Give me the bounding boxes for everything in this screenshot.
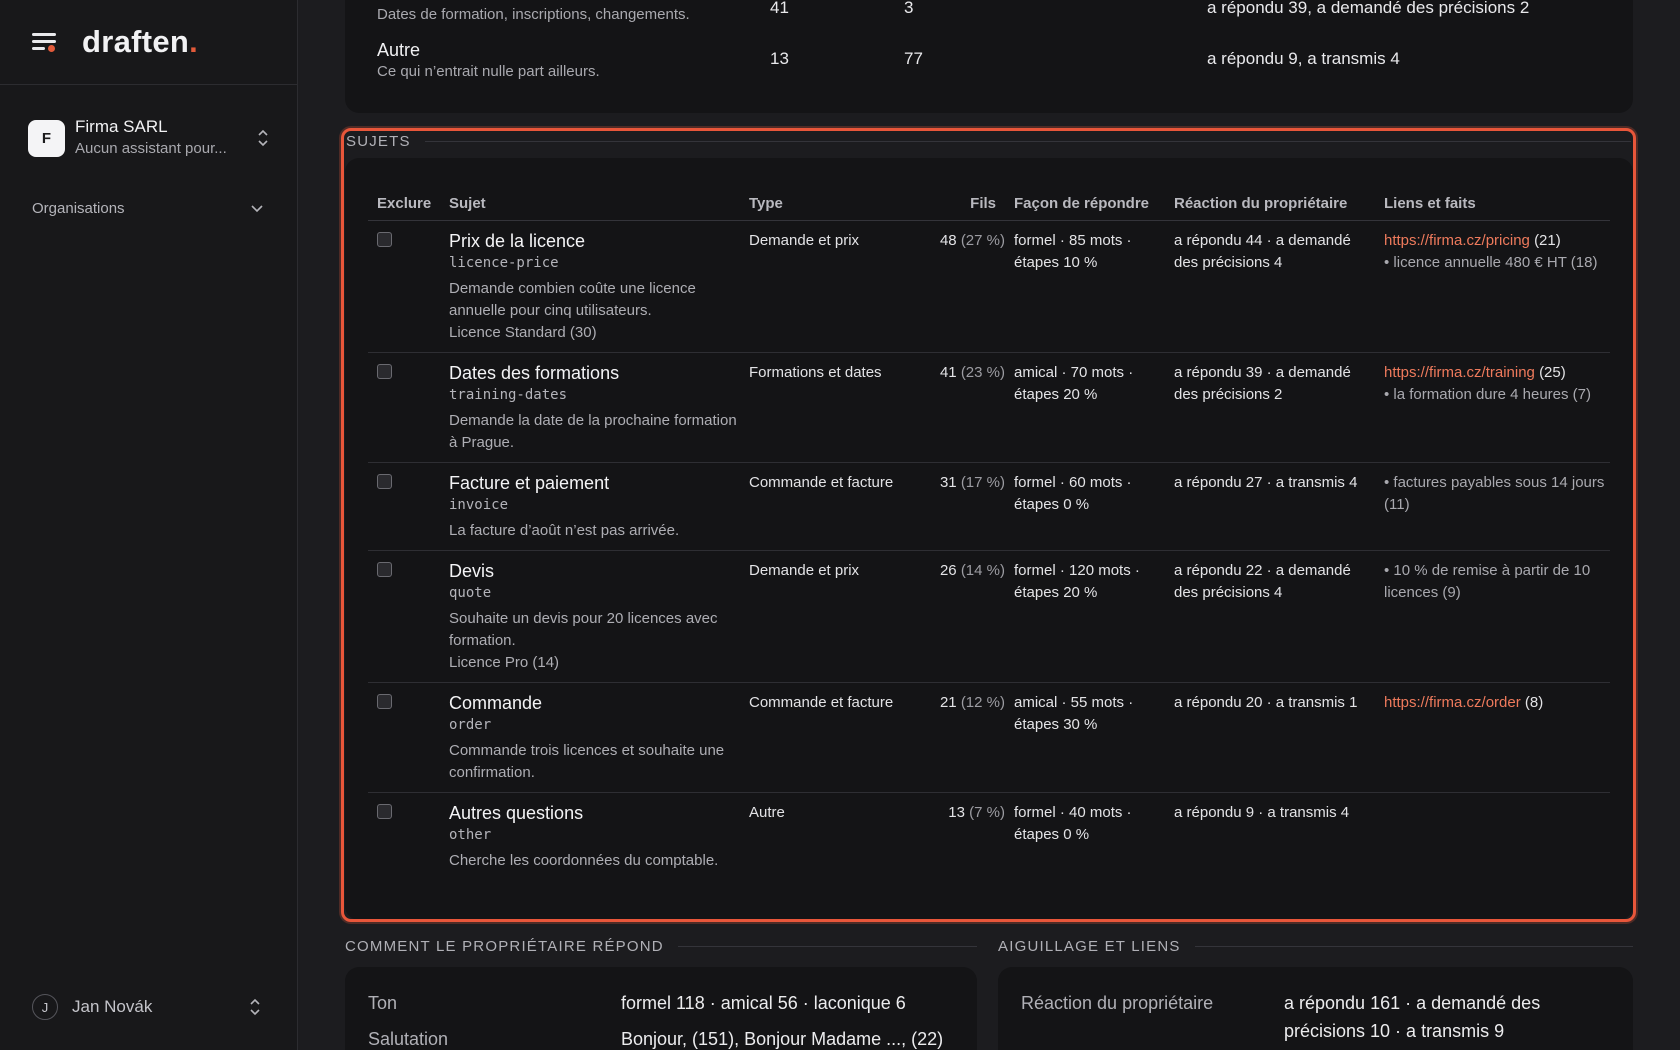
topic-reaction: a répondu 44 · a demandé des précisions 4 [1165,220,1375,352]
topic-style: formel · 40 mots · étapes 0 % [1014,803,1132,843]
topic-description: Souhaite un devis pour 20 licences avec formation. Licence Pro (14) [449,609,718,671]
sidebar-item-label: Organisations [32,200,125,217]
tone-value: formel 118 · amical 56 · laconique 6 [621,993,906,1013]
topic-link[interactable]: https://firma.cz/training [1384,363,1535,381]
topic-name: Commande [449,692,543,713]
row-title: Autre [377,40,421,60]
section-title-topics: SUJETS [346,133,1631,150]
exclude-checkbox[interactable] [377,232,392,247]
topic-link[interactable]: https://firma.cz/order [1384,693,1521,711]
topic-links [1375,682,1610,792]
chevron-up-down-icon [246,995,264,1019]
topic-links [1375,550,1610,682]
category-summary-panel [345,0,1633,113]
exclude-checkbox[interactable] [377,804,392,819]
topic-key: quote [449,584,492,601]
column-header-reaction: Réaction du propriétaire [1165,188,1375,220]
topic-style: formel · 85 mots · étapes 10 % [1005,220,1165,352]
column-header-exclude: Exclure [368,188,440,220]
topic-description: La facture d’août n’est pas arrivée. [449,521,680,539]
topic-name: Autres questions [449,802,584,823]
topic-description: Demande la date de la prochaine formation à Prague. [449,411,737,451]
topic-links [1375,220,1610,352]
section-title-routing: AIGUILLAGE ET LIENS [998,938,1633,955]
topic-description: Cherche les coordonnées du comptable. [449,851,719,869]
main-content [298,0,1680,1050]
topic-type: Formations et dates [740,352,910,462]
row-percent: 3 [904,0,914,17]
topic-percent: (7 %) [969,803,1005,821]
topic-name: Devis [449,560,495,581]
topic-key: training-dates [449,386,568,403]
greeting-label: Salutation [368,1029,449,1049]
topic-links [1375,352,1610,462]
topic-count: 26 [939,561,957,579]
reaction-value: a répondu 161 · a demandé des précisions 10 · a transmis 9 [1284,993,1541,1041]
organization-switcher[interactable] [28,112,272,164]
table-row [368,462,1610,550]
topic-style: formel · 60 mots · étapes 0 % [1005,462,1165,550]
topic-percent: (14 %) [960,561,1005,579]
topic-link-count: (21) [1534,231,1561,249]
topic-type: Commande et facture [740,462,910,550]
owner-response-panel [345,967,977,1050]
row-reaction: a répondu 39, a demandé des précisions 2 [1207,0,1530,17]
topic-extra: Licence Pro (14) [449,653,560,671]
table-header-row [368,188,1610,220]
topic-percent: (27 %) [960,231,1005,249]
topic-link[interactable]: https://firma.cz/pricing [1384,231,1530,249]
table-row [368,550,1610,682]
chevron-down-icon [250,200,264,217]
topic-style: amical · 55 mots · étapes 30 % [1005,682,1165,792]
topic-type: Commande et facture [740,682,910,792]
topic-count: 48 [939,231,957,249]
exclude-checkbox[interactable] [377,474,392,489]
topic-key: other [449,826,492,843]
topic-fact: • la formation dure 4 heures (7) [1384,385,1592,403]
topic-key: invoice [449,496,509,513]
row-percent: 77 [904,49,923,68]
row-count: 13 [770,49,789,68]
topic-fact: • factures payables sous 14 jours (11) [1384,473,1605,513]
topic-percent: (12 %) [960,693,1005,711]
topic-style: amical · 70 mots · étapes 20 % [1005,352,1165,462]
row-reaction: a répondu 9, a transmis 4 [1207,49,1400,68]
topic-link-count: (25) [1539,363,1566,381]
sidebar-item-organisations[interactable] [32,200,264,217]
topic-key: order [449,716,492,733]
table-row [368,682,1610,792]
topic-reaction: a répondu 9 · a transmis 4 [1174,803,1350,821]
topic-type: Autre [749,803,785,821]
topic-extra: Licence Standard (30) [449,323,597,341]
column-header-style: Façon de répondre [1005,188,1165,220]
topic-links [1375,792,1610,880]
column-header-subject: Sujet [440,188,740,220]
topic-reaction: a répondu 39 · a demandé des précisions 2 [1165,352,1375,462]
greeting-value: Bonjour, (151), Bonjour Madame ..., (22) [621,1029,944,1049]
topic-links [1375,462,1610,550]
topic-count: 41 [939,363,957,381]
section-title-owner: COMMENT LE PROPRIÉTAIRE RÉPOND [345,938,977,955]
row-description: Ce qui n’entrait nulle part ailleurs. [377,63,600,80]
topic-count: 21 [939,693,957,711]
topic-count: 13 [948,803,965,821]
table-row [368,352,1610,462]
topic-name: Dates des formations [449,362,620,383]
menu-icon[interactable] [32,31,60,53]
topics-panel [345,158,1633,920]
topic-reaction: a répondu 27 · a transmis 4 [1165,462,1375,550]
tone-label: Ton [368,993,398,1013]
sidebar [0,0,298,1050]
column-header-links: Liens et faits [1375,188,1610,220]
exclude-checkbox[interactable] [377,364,392,379]
user-menu[interactable] [32,994,264,1020]
logo[interactable]: draften. [82,24,199,59]
topic-type: Demande et prix [740,220,910,352]
topic-percent: (17 %) [960,473,1005,491]
org-avatar: F [28,120,65,157]
user-name: Jan Novák [72,997,153,1016]
reaction-label: Réaction du propriétaire [1021,993,1214,1013]
exclude-checkbox[interactable] [377,694,392,709]
topic-link-count: (8) [1524,693,1544,711]
topic-description: Demande combien coûte une licence annuelle pour cinq utilisateurs. Licence Standard (30) [449,279,696,341]
table-row [368,220,1610,352]
topic-description: Commande trois licences et souhaite une confirmation. [449,741,725,781]
topic-name: Facture et paiement [449,472,610,493]
routing-panel [998,967,1633,1050]
chevron-up-down-icon [254,126,272,150]
column-header-threads: Fils [910,188,1005,220]
org-name: Firma SARL [75,117,168,136]
brand-bar [0,0,297,85]
topic-percent: (23 %) [960,363,1005,381]
avatar: J [32,994,58,1020]
topic-style: formel · 120 mots · étapes 20 % [1005,550,1165,682]
column-header-type: Type [740,188,910,220]
exclude-checkbox[interactable] [377,562,392,577]
topic-reaction: a répondu 20 · a transmis 1 [1165,682,1375,792]
org-subtitle: Aucun assistant pour... [75,140,227,157]
topic-fact: • 10 % de remise à partir de 10 licences (9) [1384,561,1591,601]
topic-key: licence-price [449,254,559,271]
topic-count: 31 [939,473,957,491]
row-description: Dates de formation, inscriptions, changements. [377,6,690,23]
row-count: 41 [770,0,789,17]
topic-type: Demande et prix [740,550,910,682]
table-row [368,792,1610,880]
topic-name: Prix de la licence [449,230,586,251]
topics-table [368,188,1610,880]
topic-reaction: a répondu 22 · a demandé des précisions 4 [1165,550,1375,682]
topic-fact: • licence annuelle 480 € HT (18) [1384,253,1598,271]
